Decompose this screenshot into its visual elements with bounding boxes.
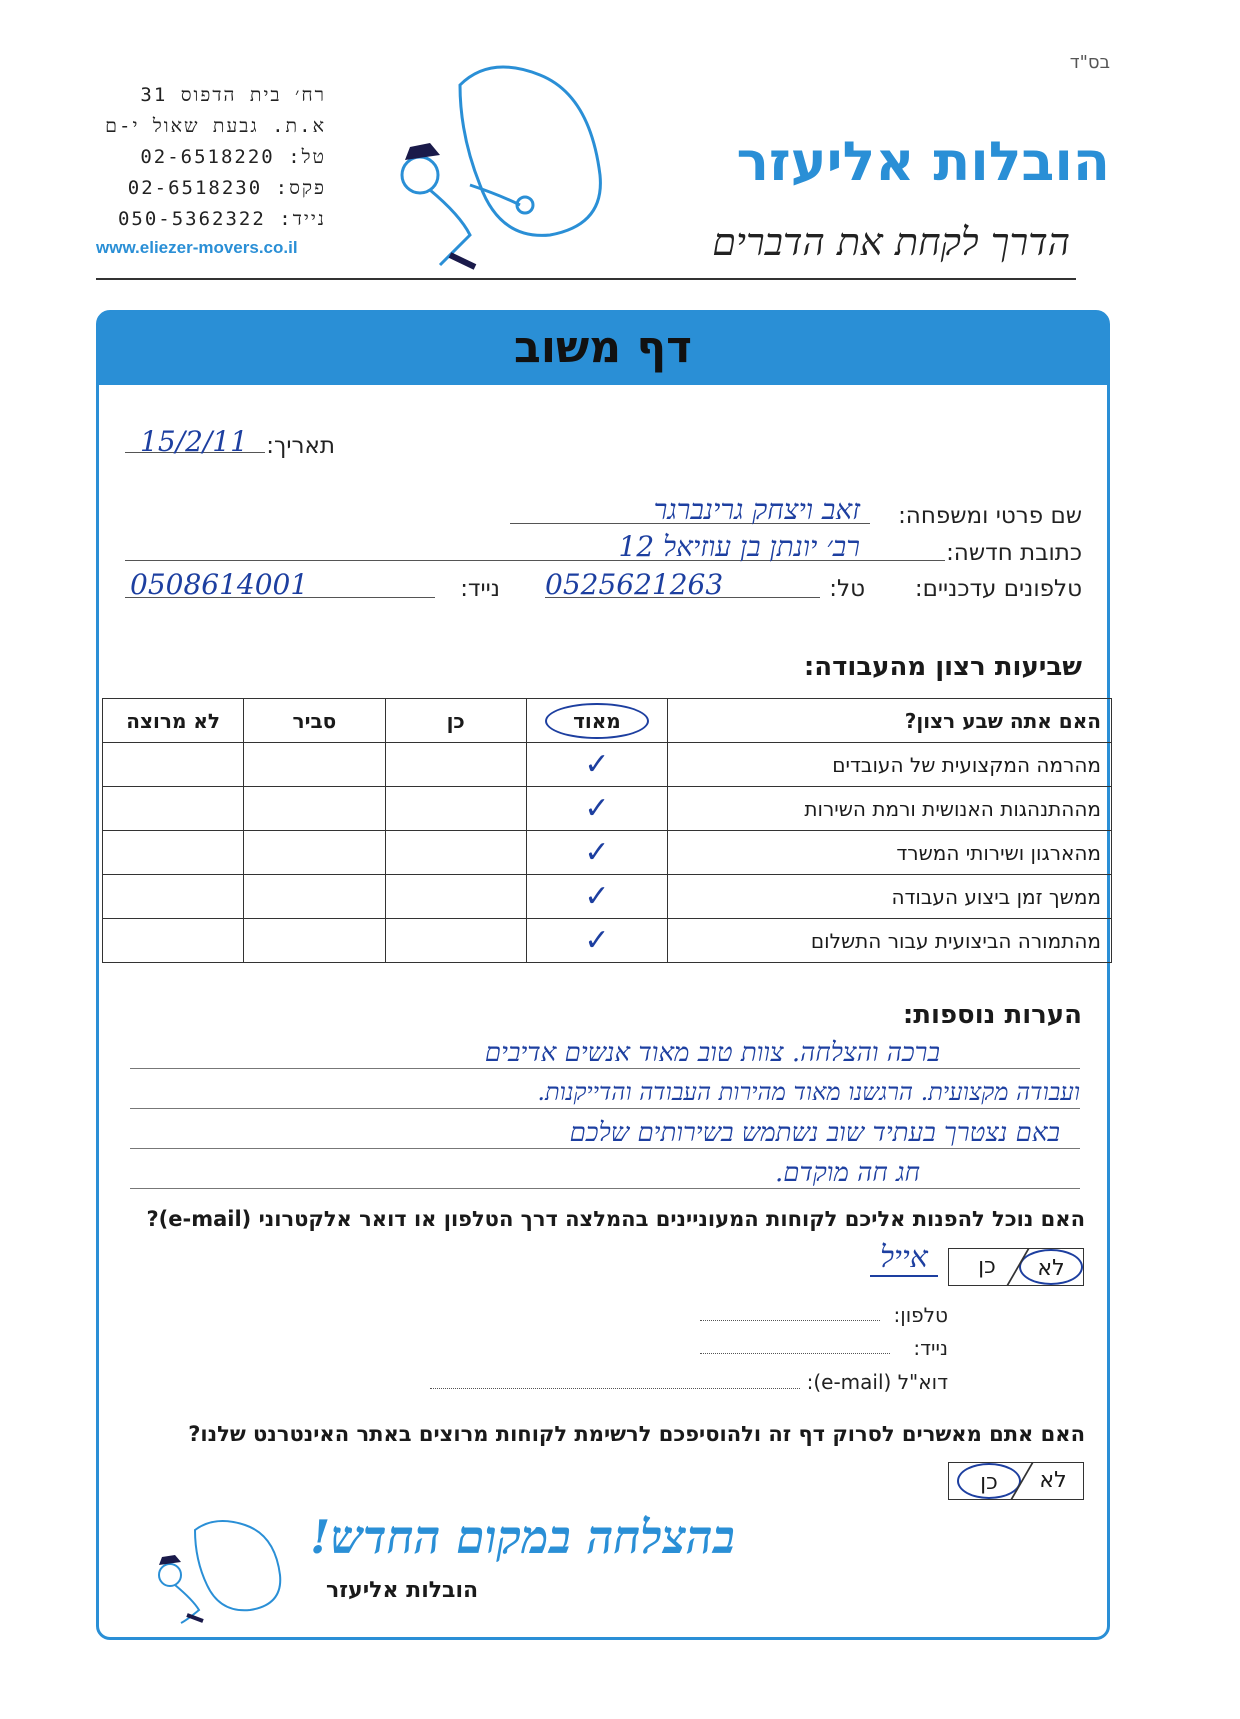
empty-cell[interactable] (244, 787, 385, 831)
mover-mascot-logo (400, 55, 620, 275)
row-label: מהתמורה הביצועית עבור התשלום (668, 919, 1112, 963)
company-slogan: הדרך לקחת את הדברים (712, 220, 1070, 264)
phones-label: טלפונים עדכניים: (914, 576, 1082, 602)
empty-cell[interactable] (244, 919, 385, 963)
table-header-row (103, 699, 1112, 743)
phone-line: טל: 02-6518220 (140, 146, 326, 168)
table-row (103, 743, 1112, 787)
empty-cell[interactable] (385, 875, 526, 919)
note-line-text[interactable]: ברכה והצלחה. צוות טוב מאוד אנשים אדיבים (484, 1038, 940, 1068)
address-line: א.ת. גבעת שאול י-ם (105, 115, 326, 137)
column-header-very (526, 699, 667, 743)
checkmark-cell[interactable]: ✓ (526, 743, 667, 787)
empty-cell[interactable] (385, 743, 526, 787)
scan-options (948, 1462, 1084, 1500)
mobile-value[interactable]: 0508614001 (130, 568, 309, 601)
tel-value[interactable]: 0525621263 (545, 568, 724, 601)
mobile-label: נייד: (460, 576, 500, 602)
option-yes[interactable]: כן (957, 1463, 1021, 1499)
checkmark-cell[interactable]: ✓ (526, 787, 667, 831)
website-link[interactable]: www.eliezer-movers.co.il (96, 238, 298, 257)
checkmark-cell[interactable]: ✓ (526, 919, 667, 963)
mover-mascot-small-logo (155, 1515, 285, 1625)
contact-email-label: דוא"ל (e-mail): (806, 1370, 948, 1394)
circled-option: מאוד (545, 703, 649, 739)
table-row (103, 787, 1112, 831)
note-line-text[interactable]: ועבודה מקצועית. הרגשנו מאוד מהירות העבודה והדייקנות. (537, 1078, 1080, 1106)
row-label: מהרמה המקצועית של העובדים (668, 743, 1112, 787)
empty-cell[interactable] (103, 831, 244, 875)
option-yes[interactable]: כן (978, 1254, 996, 1279)
row-label: מהארגון ושירותי המשרד (668, 831, 1112, 875)
contact-question: האם נוכל להפנות אליכם לקוחות המעוניינים בהמלצה דרך הטלפון או דואר אלקטרוני (e-mail)? (146, 1207, 1085, 1231)
header-divider (96, 278, 1076, 280)
table-row (103, 919, 1112, 963)
name-label: שם פרטי ומשפחה: (898, 503, 1082, 529)
row-label: מההתנהגות האנושית ורמת השירות (668, 787, 1112, 831)
company-name: הובלות אליעזר (736, 130, 1110, 193)
note-rule (130, 1148, 1080, 1149)
scan-question: האם אתם מאשרים לסרוק דף זה ולהוסיפכם לרשימת לקוחות מרוצים באתר האינטרנט שלנו? (188, 1422, 1085, 1446)
bsd-mark: בס"ד (1069, 52, 1110, 73)
contact-mobile-line[interactable] (700, 1353, 890, 1354)
signature: אייל (870, 1240, 938, 1277)
table-row (103, 831, 1112, 875)
table-row (103, 875, 1112, 919)
mobile-line: נייד: 050-5362322 (117, 208, 326, 230)
empty-cell[interactable] (385, 831, 526, 875)
option-no[interactable]: לא (1039, 1468, 1067, 1493)
note-line-text[interactable]: חג חה מוקדם. (774, 1158, 920, 1188)
footer-company-name: הובלות אליעזר (326, 1578, 479, 1603)
satisfaction-title: שביעות רצון מהעבודה: (803, 652, 1082, 682)
row-label: ממשך זמן ביצוע העבודה (668, 875, 1112, 919)
empty-cell[interactable] (244, 875, 385, 919)
contact-email-line[interactable] (430, 1388, 800, 1389)
company-address-block (96, 80, 326, 235)
address-label: כתובת חדשה: (946, 540, 1082, 566)
column-header: סביר (244, 699, 385, 743)
form-title: דף משוב (513, 322, 693, 373)
checkmark-cell[interactable]: ✓ (526, 875, 667, 919)
tel-label: טל: (829, 576, 865, 602)
address-line: רח׳ בית הדפוס 31 (140, 84, 326, 106)
good-luck-message: בהצלחה במקום החדש! (310, 1510, 735, 1564)
note-rule (130, 1108, 1080, 1109)
empty-cell[interactable] (103, 743, 244, 787)
contact-phone-line[interactable] (700, 1320, 880, 1321)
contact-phone-label: טלפון: (893, 1303, 948, 1327)
notes-title: הערות נוספות: (902, 1000, 1082, 1030)
note-rule (130, 1188, 1080, 1189)
fax-line: פקס: 02-6518230 (127, 177, 326, 199)
note-line-text[interactable]: באם נצטרך בעתיד שוב נשתמש בשירותים שלכם (569, 1118, 1060, 1148)
empty-cell[interactable] (103, 875, 244, 919)
contact-options (948, 1248, 1084, 1286)
empty-cell[interactable] (103, 919, 244, 963)
empty-cell[interactable] (385, 787, 526, 831)
option-no[interactable]: לא (1019, 1249, 1083, 1285)
name-value[interactable]: זאב ויצחק גרינברגר (653, 493, 860, 526)
date-value[interactable]: 15/2/11 (140, 425, 248, 458)
column-header: לא מרוצה (103, 699, 244, 743)
column-header: כן (385, 699, 526, 743)
note-rule (130, 1068, 1080, 1069)
empty-cell[interactable] (385, 919, 526, 963)
empty-cell[interactable] (244, 743, 385, 787)
date-label: תאריך: (266, 433, 335, 459)
contact-mobile-label: נייד: (913, 1336, 948, 1360)
checkmark-cell[interactable]: ✓ (526, 831, 667, 875)
address-value[interactable]: רב׳ יונתן בן עוזיאל 12 (618, 530, 860, 563)
empty-cell[interactable] (244, 831, 385, 875)
satisfaction-table (102, 698, 1112, 963)
column-header: האם אתה שבע רצון? (668, 699, 1112, 743)
empty-cell[interactable] (103, 787, 244, 831)
